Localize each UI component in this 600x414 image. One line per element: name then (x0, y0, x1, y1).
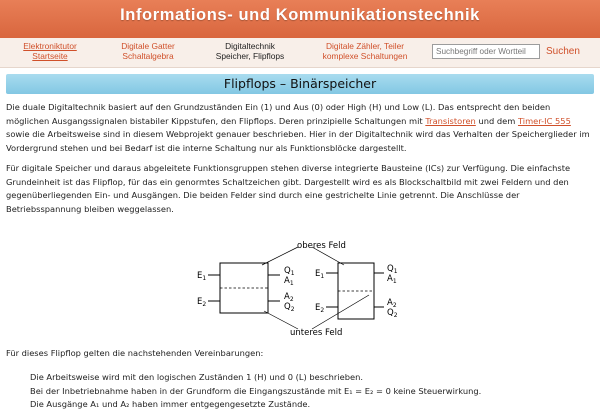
agreement-intro: Für dieses Flipflop gelten die nachstehenden Vereinbarungen: (6, 348, 264, 358)
site-title: Informations- und Kommunikationstechnik (120, 6, 480, 24)
page-title: Flipflops – Binärspeicher (223, 76, 377, 91)
site-banner (0, 0, 600, 38)
intro-text-3: sowie die Arbeitsweise sind in diesem Webprojekt genauer beschrieben. Hier in der Digitaltechnik wird das Verhalten der Speicherglieder im Vordergrund stehen und bei Bedarf ist die interne Schaltung nur als Funktionsblöcke dargestellt. (6, 129, 590, 153)
flipflop-symbol-figure (194, 235, 400, 339)
search-input[interactable] (432, 44, 540, 59)
label-e2-right: $E_2$ (315, 303, 325, 314)
label-upper-field: oberes Feld (297, 241, 346, 251)
label-q2-left: $Q_2$ (284, 302, 295, 313)
list-item: Bei der Inbetriebnahme haben in der Grundform die Eingangszustände mit E₁ = E₂ = 0 keine Steuerwirkung. (30, 385, 482, 396)
label-q1-left: $Q_1$ (284, 266, 295, 277)
search-button[interactable]: Suchen (546, 43, 586, 59)
label-q2-right: $Q_2$ (387, 308, 398, 319)
heading-bar (6, 74, 594, 94)
label-a2-right: $A_2$ (387, 298, 397, 309)
nav-item-flipflops-line1: Digitaltechnik (225, 41, 275, 51)
nav-item-gates[interactable] (100, 41, 196, 61)
nav-item-counters[interactable] (306, 41, 424, 61)
description-paragraph: Für digitale Speicher und daraus abgeleitete Funktionsgruppen stehen diverse integrierte Bausteine (ICs) zur Verfügung. Die einfachste Grundeinheit ist das Flipflop, für das ein genormtes Schaltzeichen gibt. Dargestellt wird es als Blockschaltbild mit zwei Feldern und den gegenüberliegenden Ein- und Ausgängen. Die beiden Felder sind durch eine gestrichelte Linie getrennt. Die Anschlüsse der Betriebsspannung bleiben weggelassen. (6, 163, 571, 214)
flipflop-symbol-diagram (194, 235, 400, 339)
nav-item-flipflops[interactable] (204, 41, 296, 61)
nav-item-flipflops-line2: Speicher, Flipflops (215, 51, 285, 61)
link-transistoren[interactable]: Transistoren (425, 115, 476, 126)
label-a1-left: $A_1$ (284, 276, 294, 287)
link-timer-ic-555[interactable]: Timer-IC 555 (517, 115, 571, 126)
label-e2-left: $E_2$ (197, 297, 207, 308)
intro-text-2: und dem (475, 115, 518, 126)
list-item: Die Arbeitsweise wird mit den logischen Zuständen 1 (H) und 0 (L) beschrieben. (30, 372, 364, 382)
label-a2-left: $A_2$ (284, 292, 294, 303)
label-q1-right: $Q_1$ (387, 264, 398, 275)
agreement-list (30, 371, 590, 412)
nav-item-counters-line2: komplexe Schaltungen (322, 51, 408, 61)
label-e1-left: $E_1$ (197, 271, 207, 282)
nav-item-gates-line1: Digitale Gatter (121, 41, 175, 51)
nav-item-home-line1: Elektroniktutor (23, 41, 77, 51)
list-item: Die Ausgänge A₁ und A₂ haben immer entgegengesetzte Zustände. (30, 399, 311, 410)
leader-line-top-left (262, 247, 298, 265)
label-lower-field: unteres Feld (290, 328, 343, 338)
intro-paragraph (6, 101, 594, 155)
nav-item-gates-line2: Schaltalgebra (122, 51, 174, 61)
nav-item-counters-line1: Digitale Zähler, Teiler (325, 41, 405, 51)
label-e1-right: $E_1$ (315, 269, 325, 280)
nav-item-home[interactable] (8, 41, 92, 61)
nav-item-home-line2: Startseite (32, 51, 68, 61)
intro-text-1: Die duale Digitaltechnik basiert auf den Grundzuständen Ein (1) und Aus (0) oder High (H) und Low (L). Das entsprecht den beiden möglichen Ausgangssignalen bistabiler Kippstufen, den Flipflops. Deren prinzipielle Schaltungen mit (6, 102, 551, 126)
label-a1-right: $A_1$ (387, 274, 397, 285)
leader-line-bottom-left (264, 311, 298, 329)
